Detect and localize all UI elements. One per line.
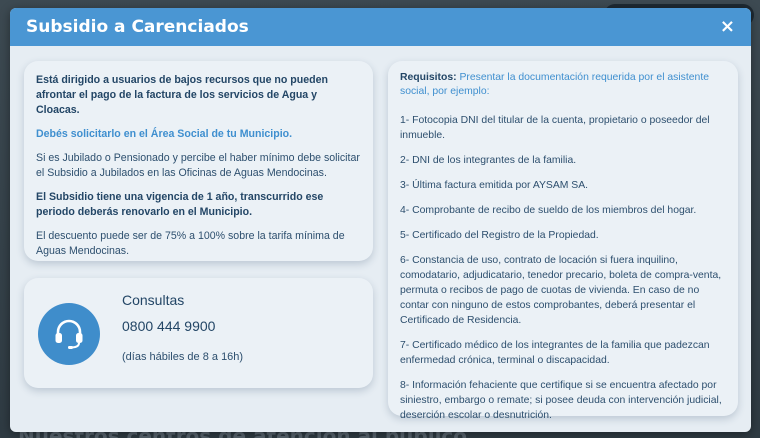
contact-title: Consultas: [122, 292, 185, 308]
requirements-card: [388, 61, 738, 421]
info-card: [24, 61, 373, 261]
close-button[interactable]: ×: [719, 16, 735, 37]
requirement-item: 4- Comprobante de recibo de sueldo de los miembros del hogar.: [400, 205, 697, 216]
info-jubilados: Si es Jubilado o Pensionado y percibe el haber mínimo debe solicitar el Subsidio a Jubilados en las Oficinas de Aguas Mendocinas.: [36, 152, 360, 179]
requirement-item: 6- Constancia de uso, contrato de locación si fuera inquilino, comodatario, adjudicatario, tenedor precario, boleta de compra-venta, permuta o recibos de pago de cuotas de vivienda. En caso de no contar con ninguno de estos comprobantes, deberá presentar el Certificado de Residencia.: [400, 255, 722, 326]
requirement-item: 3- Última factura emitida por AYSAM SA.: [400, 180, 589, 191]
requirement-item: 5- Certificado del Registro de la Propiedad.: [400, 230, 599, 241]
requirement-item: 2- DNI de los integrantes de la familia.: [400, 155, 577, 166]
requirement-item: 8- Información fehaciente que certifique si se encuentra afectado por siniestro, embargo o remate; si posee deuda con intervención judicial, deserción escolar o desnutrición.: [400, 380, 722, 421]
requirements-intro: Presentar la documentación requerida por el asistente social, por ejemplo:: [400, 72, 709, 97]
contact-card: [24, 278, 373, 388]
modal-header: [10, 8, 751, 46]
contact-phone[interactable]: 0800 444 9900: [122, 318, 216, 334]
requirements-label: Requisitos:: [400, 72, 457, 83]
headset-icon: [38, 303, 100, 365]
contact-hours: (días hábiles de 8 a 16h): [122, 351, 244, 363]
requirement-item: 1- Fotocopia DNI del titular de la cuenta, propietario o poseedor del inmueble.: [400, 115, 710, 141]
info-descuento: El descuento puede ser de 75% a 100% sobre la tarifa mínima de Aguas Mendocinas.: [36, 230, 345, 257]
subsidy-modal: [10, 8, 751, 432]
info-where: Debés solicitarlo en el Área Social de tu Municipio.: [36, 128, 293, 140]
requirement-item: 7- Certificado médico de los integrantes de la familia que padezcan enfermedad crónica, terminal o discapacidad.: [400, 340, 710, 366]
info-intro: Está dirigido a usuarios de bajos recursos que no pueden afrontar el pago de la factura de los servicios de Agua y Cloacas.: [36, 74, 328, 116]
requirements-heading: [400, 71, 726, 99]
info-vigencia: El Subsidio tiene una vigencia de 1 año, transcurrido ese periodo deberás renovarlo en el Municipio.: [36, 191, 324, 218]
modal-title: Subsidio a Carenciados: [26, 17, 249, 37]
